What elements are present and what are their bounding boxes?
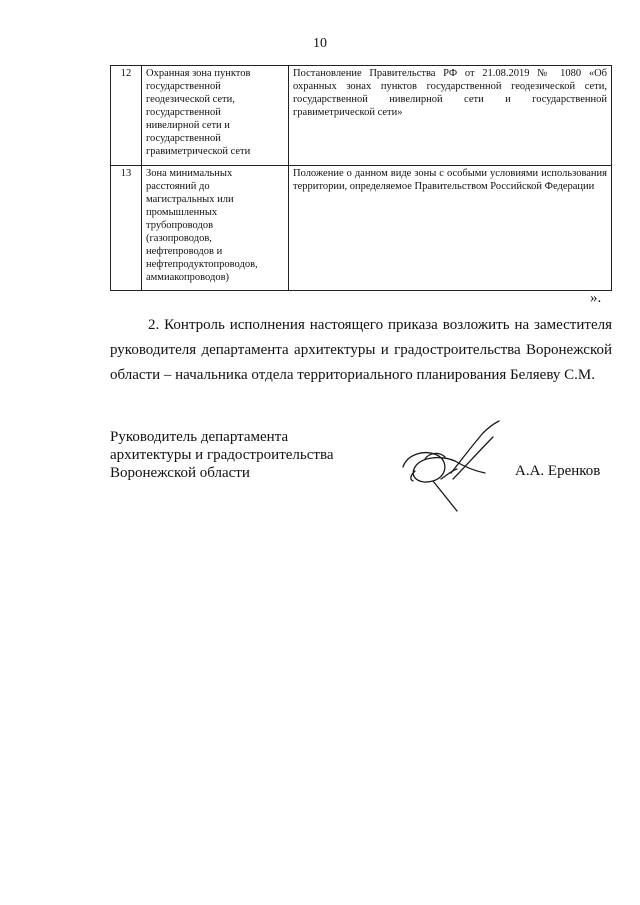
zone-name-line: геодезической сети, xyxy=(146,94,235,105)
zone-name-cell xyxy=(142,166,289,291)
legal-basis-cell: Постановление Правительства РФ от 21.08.2019 № 1080 «Об охранных зонах пунктов государственной геодезической сети, государственной нивелирной сети и государственной гравиметрической сети» xyxy=(289,66,612,166)
table-row xyxy=(111,66,612,166)
zone-name-line: государственной xyxy=(146,81,221,92)
zone-name-line: государственной xyxy=(146,107,221,118)
zone-name-line: нефтепродуктопроводов, xyxy=(146,259,258,270)
position-line: Воронежской области xyxy=(110,465,250,481)
zone-name-line: (газопроводов, xyxy=(146,233,212,244)
row-number: 12 xyxy=(111,66,142,166)
legal-basis-cell: Положение о данном виде зоны с особыми условиями использования территории, определяемое Правительством Российской Федерации xyxy=(289,166,612,291)
row-number: 13 xyxy=(111,166,142,291)
position-line: Руководитель департамента xyxy=(110,429,289,445)
zone-name-line: магистральных или xyxy=(146,194,234,205)
zone-name-line: нефтепроводов и xyxy=(146,246,223,257)
position-line: архитектуры и градостроительства xyxy=(110,447,334,463)
signer-position xyxy=(110,428,333,482)
table-row xyxy=(111,166,612,291)
zone-name-line: Охранная зона пунктов xyxy=(146,68,251,79)
handwritten-signature xyxy=(385,415,525,525)
signer-name: А.А. Еренков xyxy=(515,463,601,479)
page-number: 10 xyxy=(313,36,327,51)
zone-name-line: нивелирной сети и xyxy=(146,120,230,131)
zone-name-cell xyxy=(142,66,289,166)
zone-name-line: гравиметрической сети xyxy=(146,146,251,157)
closing-quote: ». xyxy=(590,290,602,306)
zone-name-line: Зона минимальных xyxy=(146,168,233,179)
zone-name-line: государственной xyxy=(146,133,221,144)
order-paragraph: 2. Контроль исполнения настоящего приказа возложить на заместителя руководителя департамента архитектуры и градостроительства Воронежской области – начальника отдела территориального планирования Беляеву С.М. xyxy=(110,317,612,383)
zone-name-line: расстояний до xyxy=(146,181,210,192)
zones-table xyxy=(110,65,612,291)
zone-name-line: промышленных xyxy=(146,207,218,218)
zone-name-line: аммиакопроводов) xyxy=(146,272,230,283)
zone-name-line: трубопроводов xyxy=(146,220,214,231)
